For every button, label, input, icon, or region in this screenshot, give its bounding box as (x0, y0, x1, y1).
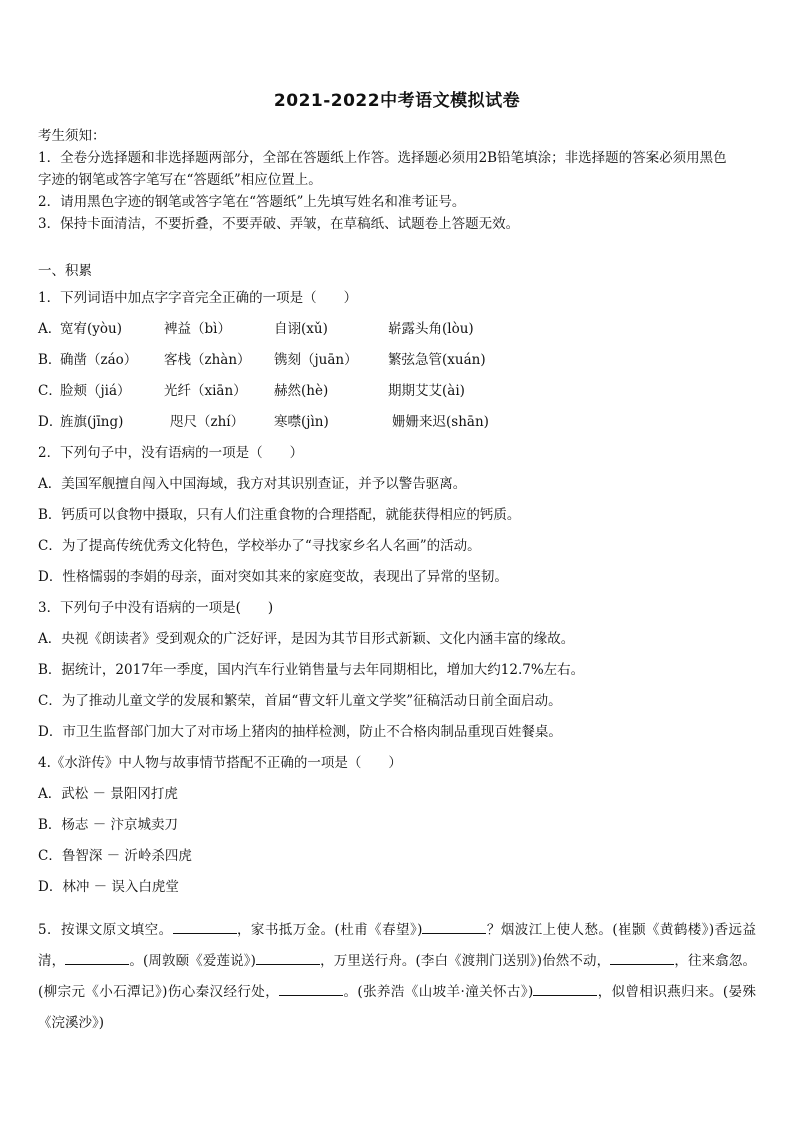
fill-text: ，家书抵万金。(杜甫《春望》) (236, 922, 423, 938)
option-row (38, 407, 756, 438)
option-text: A．央视《朗读者》受到观众的广泛好评，是因为其节目形式新颖、文化内涵丰富的缘故。 (38, 631, 575, 647)
option-text: D．性格懦弱的李娟的母亲，面对突如其来的家庭变故，表现出了异常的坚韧。 (38, 569, 508, 585)
option-text: B．据统计，2017年一季度，国内汽车行业销售量与去年同期相比，增加大约12.7%左右。 (38, 662, 585, 678)
question-stem: 2．下列句子中，没有语病的一项是（ ） (38, 445, 304, 461)
question-2 (38, 438, 756, 593)
option-word: 繁弦急管(xuán) (388, 352, 486, 368)
fill-text: ？烟波江上使人愁。(崔颢《黄鹤楼》)香远益清， (38, 922, 756, 969)
fill-text: 。(张养浩《山坡羊·潼关怀古》) (343, 984, 534, 1000)
answer-blank[interactable] (533, 981, 597, 996)
answer-blank[interactable] (256, 950, 320, 965)
question-4 (38, 748, 756, 903)
option-text: B．钙质可以食物中摄取，只有人们注重食物的合理搭配，就能获得相应的钙质。 (38, 507, 521, 523)
option-text: B．杨志 － 汴京城卖刀 (38, 817, 179, 833)
option-word: 脸颊（jiá） (60, 383, 131, 399)
fill-text: ，万里送行舟。(李白《渡荆门送别》)佁然不动， (319, 953, 611, 969)
fill-text: ，往来翕忽。(柳宗元《小石潭记》)伤心秦汉经行处， (38, 953, 757, 1000)
option-word: 确凿（záo） (60, 352, 138, 368)
option-row (38, 345, 756, 376)
option-word: 裨益（bì） (164, 321, 231, 337)
option-label: D． (38, 414, 63, 430)
notice-item: 2．请用黑色字迹的钢笔或答字笔在“答题纸”上先填写姓名和准考证号。 (38, 194, 466, 210)
option-word: 客栈（zhàn） (164, 352, 251, 368)
section-heading: 一、积累 (38, 263, 92, 279)
answer-blank[interactable] (173, 919, 237, 934)
option-text: C．为了推动儿童文学的发展和繁荣，首届“曹文轩儿童文学奖”征稿活动日前全面启动。 (38, 693, 562, 709)
option-word: 光纤（xiān） (164, 383, 247, 399)
answer-blank[interactable] (65, 950, 129, 965)
option-word: 赫然(hè) (274, 383, 329, 399)
option-word: 寒噤(jìn) (274, 414, 329, 430)
question-stem: 4.《水浒传》中人物与故事情节搭配不正确的一项是（ ） (38, 755, 402, 771)
option-word: 镌刻（juān） (274, 352, 358, 368)
fill-text: 5．按课文原文填空。 (38, 922, 173, 938)
option-word: 期期艾艾(ài) (388, 383, 465, 399)
answer-blank[interactable] (422, 919, 486, 934)
option-text: D．林冲 － 误入白虎堂 (38, 879, 179, 895)
option-text: D．市卫生监督部门加大了对市场上猪肉的抽样检测，防止不合格肉制品重现百姓餐桌。 (38, 724, 562, 740)
fill-text: ，似曾相识燕归来。(晏殊《浣溪沙》) (38, 984, 756, 1031)
notice-block (38, 125, 756, 235)
option-text: A．美国军舰擅自闯入中国海域，我方对其识别查证，并予以警告驱离。 (38, 476, 467, 492)
option-text: A．武松 － 景阳冈打虎 (38, 786, 178, 802)
question-stem: 1．下列词语中加点字字音完全正确的一项是（ ） (38, 290, 358, 306)
option-word: 宽宥(yòu) (60, 321, 122, 337)
option-label: B． (38, 352, 62, 368)
question-3 (38, 593, 756, 748)
option-word: 崭露头角(lòu) (388, 321, 474, 337)
question-5 (38, 915, 756, 1039)
option-row (38, 314, 756, 345)
option-label: A． (38, 321, 62, 337)
option-label: C． (38, 383, 62, 399)
option-word: 咫尺（zhí） (170, 414, 245, 430)
fill-text: 。(周敦颐《爱莲说》) (129, 953, 256, 969)
answer-blank[interactable] (279, 981, 343, 996)
question-stem: 3．下列句子中没有语病的一项是( ) (38, 600, 274, 616)
notice-item: 字迹的钢笔或答字笔写在“答题纸”相应位置上。 (38, 172, 322, 188)
question-1 (38, 283, 756, 438)
option-row (38, 376, 756, 407)
option-word: 姗姗来迟(shān) (392, 414, 489, 430)
option-text: C．鲁智深 － 沂岭杀四虎 (38, 848, 192, 864)
notice-item: 1．全卷分选择题和非选择题两部分，全部在答题纸上作答。选择题必须用2B铅笔填涂；非选择题的答案必须用黑色 (38, 150, 727, 166)
answer-blank[interactable] (610, 950, 674, 965)
option-word: 旌旗(jīng) (60, 414, 124, 430)
notice-item: 3．保持卡面清洁，不要折叠，不要弄破、弄皱，在草稿纸、试题卷上答题无效。 (38, 216, 520, 232)
option-word: 自诩(xǔ) (274, 321, 328, 337)
notice-heading: 考生须知： (38, 128, 106, 144)
page-title: 2021-2022中考语文模拟试卷 (273, 91, 521, 111)
option-text: C．为了提高传统优秀文化特色，学校举办了“寻找家乡名人名画”的活动。 (38, 538, 481, 554)
